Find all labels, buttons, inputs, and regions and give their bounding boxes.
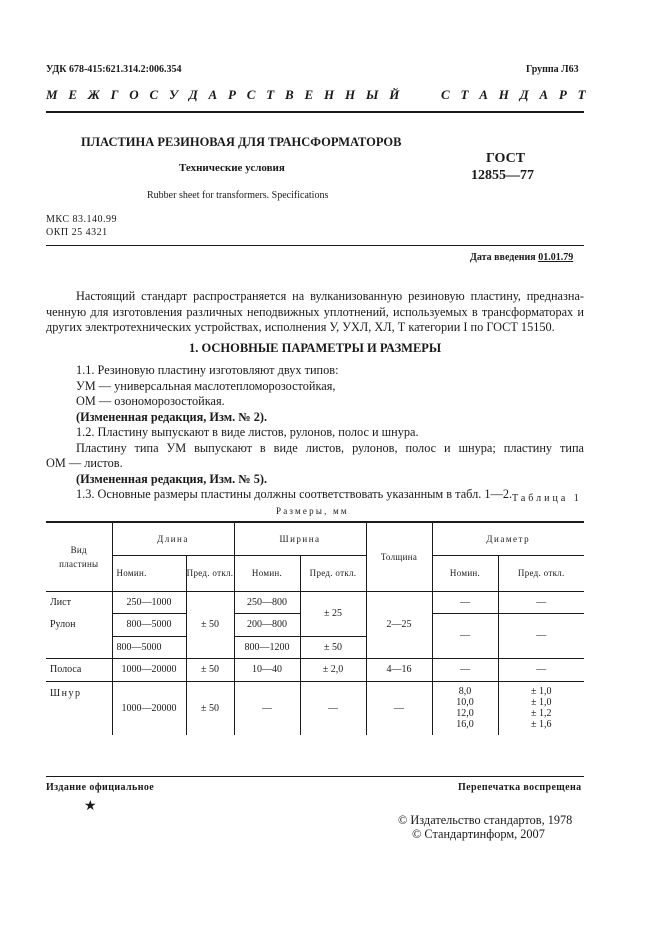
intro-date-label: Дата введения	[470, 252, 536, 263]
intro-paragraph	[46, 289, 584, 336]
intro-date	[470, 252, 573, 263]
col-diameter: Диаметр	[432, 522, 584, 555]
row-strip-thick: 4—16	[366, 658, 432, 681]
edit-note-5: (Измененная редакция, Изм. № 5).	[76, 471, 268, 486]
cord-dia-tol-3: ± 1,2	[531, 707, 552, 719]
shared-len-tol: ± 50	[186, 591, 234, 658]
cord-dia-nom-2: 10,0	[456, 696, 474, 708]
row-cord-thick: —	[366, 681, 432, 735]
row-cord-dia-nom	[432, 681, 498, 735]
edit-note-2: (Измененная редакция, Изм. № 2).	[76, 409, 268, 424]
cord-dia-nom-1: 8,0	[458, 685, 472, 697]
cord-dia-tol-4: ± 1,6	[531, 718, 552, 730]
row-roll-wid-tol-b: ± 50	[300, 636, 366, 658]
row-roll-wid-nom-b: 800—1200	[234, 636, 300, 658]
dia-tol-header: Пред. откл.	[498, 555, 584, 591]
okp-code: ОКП 25 4321	[46, 227, 108, 238]
row-cord-name: Шнур	[46, 681, 112, 735]
table-row	[46, 658, 584, 681]
intro-date-value: 01.01.79	[538, 252, 574, 263]
star-icon: ★	[84, 799, 97, 814]
copyright-1978: © Издательство стандартов, 1978	[398, 813, 573, 827]
type-um: УМ — универсальная маслотепломорозостойкая,	[76, 378, 336, 393]
dia-nom-header: Номин.	[432, 555, 498, 591]
para-1-2: 1.2. Пластину выпускают в виде листов, рулонов, полос и шнура.	[76, 425, 419, 439]
mks-code: МКС 83.140.99	[46, 214, 117, 225]
para-1-1: 1.1. Резиновую пластину изготовляют двух типов:	[76, 363, 339, 377]
official-edition: Издание официальное	[46, 782, 155, 793]
table-label: Таблица 1	[512, 493, 582, 504]
col-width: Ширина	[234, 522, 366, 555]
row-strip-len-tol: ± 50	[186, 658, 234, 681]
len-nom-header: Номин.	[112, 555, 186, 591]
row-strip-dia-nom: —	[432, 658, 498, 681]
cord-dia-nom-3: 12,0	[456, 707, 474, 719]
cord-dia-tol-2: ± 1,0	[531, 696, 552, 708]
section-heading: 1. ОСНОВНЫЕ ПАРАМЕТРЫ И РАЗМЕРЫ	[189, 341, 442, 355]
standard-banner-text: М Е Ж Г О С У Д А Р С Т В Е Н Н Ы Й С Т А Н Д А Р Т	[46, 87, 586, 102]
table-row	[46, 681, 584, 735]
table-row	[46, 591, 584, 613]
row-roll-name: Рулон	[46, 613, 112, 658]
intro-line-1: Настоящий стандарт распространяется на вулканизованную резиновую пластину, предназна-	[76, 289, 584, 303]
footer-rule	[46, 776, 584, 777]
row-cord-len-tol: ± 50	[186, 681, 234, 735]
standard-banner	[46, 87, 586, 103]
table-units: Размеры, мм	[276, 506, 349, 516]
reprint-prohibited: Перепечатка воспрещена	[458, 782, 582, 793]
row-roll-dia-nom: —	[432, 613, 498, 658]
dimensions-table	[46, 521, 584, 735]
para-1-2b-line2: ОМ — листов.	[46, 456, 123, 470]
cord-dia-tol-1: ± 1,0	[531, 685, 552, 697]
para-1-2b-line1: Пластину типа УМ выпускают в виде листов, рулонов, полос и шнура; пластину типа	[76, 440, 584, 455]
section1-body	[46, 363, 584, 503]
len-tol-header: Пред. откл.	[186, 555, 234, 591]
row-strip-wid-tol: ± 2,0	[300, 658, 366, 681]
cord-dia-nom-4: 16,0	[456, 718, 474, 730]
intro-line-2: ченную для изготовления различных неподвижных уплотнений, используемых в трансформаторах и	[46, 304, 584, 319]
header-rule	[46, 111, 584, 113]
row-cord-wid-tol: —	[300, 681, 366, 735]
copyright-2007: © Стандартинформ, 2007	[412, 827, 545, 841]
row-strip-len-nom: 1000—20000	[112, 658, 186, 681]
row-cord-wid-nom: —	[234, 681, 300, 735]
gost-label: ГОСТ	[486, 151, 526, 166]
row-list-name: Лист	[46, 591, 112, 613]
row-strip-name: Полоса	[46, 658, 112, 681]
row-roll-dia-tol: —	[498, 613, 584, 658]
row-strip-dia-tol: —	[498, 658, 584, 681]
title-rule	[46, 245, 584, 246]
col-thickness: Толщина	[366, 522, 432, 591]
row-cord-dia-tol	[498, 681, 584, 735]
row-list-wid-nom: 250—800	[234, 591, 300, 613]
para-1-3: 1.3. Основные размеры пластины должны соответствовать указанным в табл. 1—2.	[76, 487, 513, 501]
wid-nom-header: Номин.	[234, 555, 300, 591]
doc-title: ПЛАСТИНА РЕЗИНОВАЯ ДЛЯ ТРАНСФОРМАТОРОВ	[81, 135, 402, 149]
row-cord-len-nom: 1000—20000	[112, 681, 186, 735]
udk-code: УДК 678-415:621.314.2:006.354	[46, 64, 182, 75]
row-list-dia-tol: —	[498, 591, 584, 613]
english-title: Rubber sheet for transformers. Specifications	[147, 190, 329, 201]
doc-subtitle: Технические условия	[179, 162, 285, 174]
row-roll-len-nom-a: 800—5000	[112, 613, 186, 636]
row-roll-len-nom-b: 800—5000	[112, 636, 186, 658]
row-list-len-nom: 250—1000	[112, 591, 186, 613]
group-code: Группа Л63	[526, 64, 579, 75]
col-kind: Вид пластины	[46, 522, 112, 591]
intro-line-3: других электротехнических устройствах, исполнения У, УХЛ, ХЛ, Т категории I по ГОСТ 15150.	[46, 320, 555, 334]
row-strip-wid-nom: 10—40	[234, 658, 300, 681]
wid-tol-header: Пред. откл.	[300, 555, 366, 591]
col-length: Длина	[112, 522, 234, 555]
row-roll-wid-nom-a: 200—800	[234, 613, 300, 636]
shared-wid-tol: ± 25	[300, 591, 366, 636]
type-om: ОМ — озономорозостойкая.	[76, 394, 225, 408]
shared-thick: 2—25	[366, 591, 432, 658]
row-list-dia-nom: —	[432, 591, 498, 613]
gost-number: 12855—77	[471, 168, 534, 183]
